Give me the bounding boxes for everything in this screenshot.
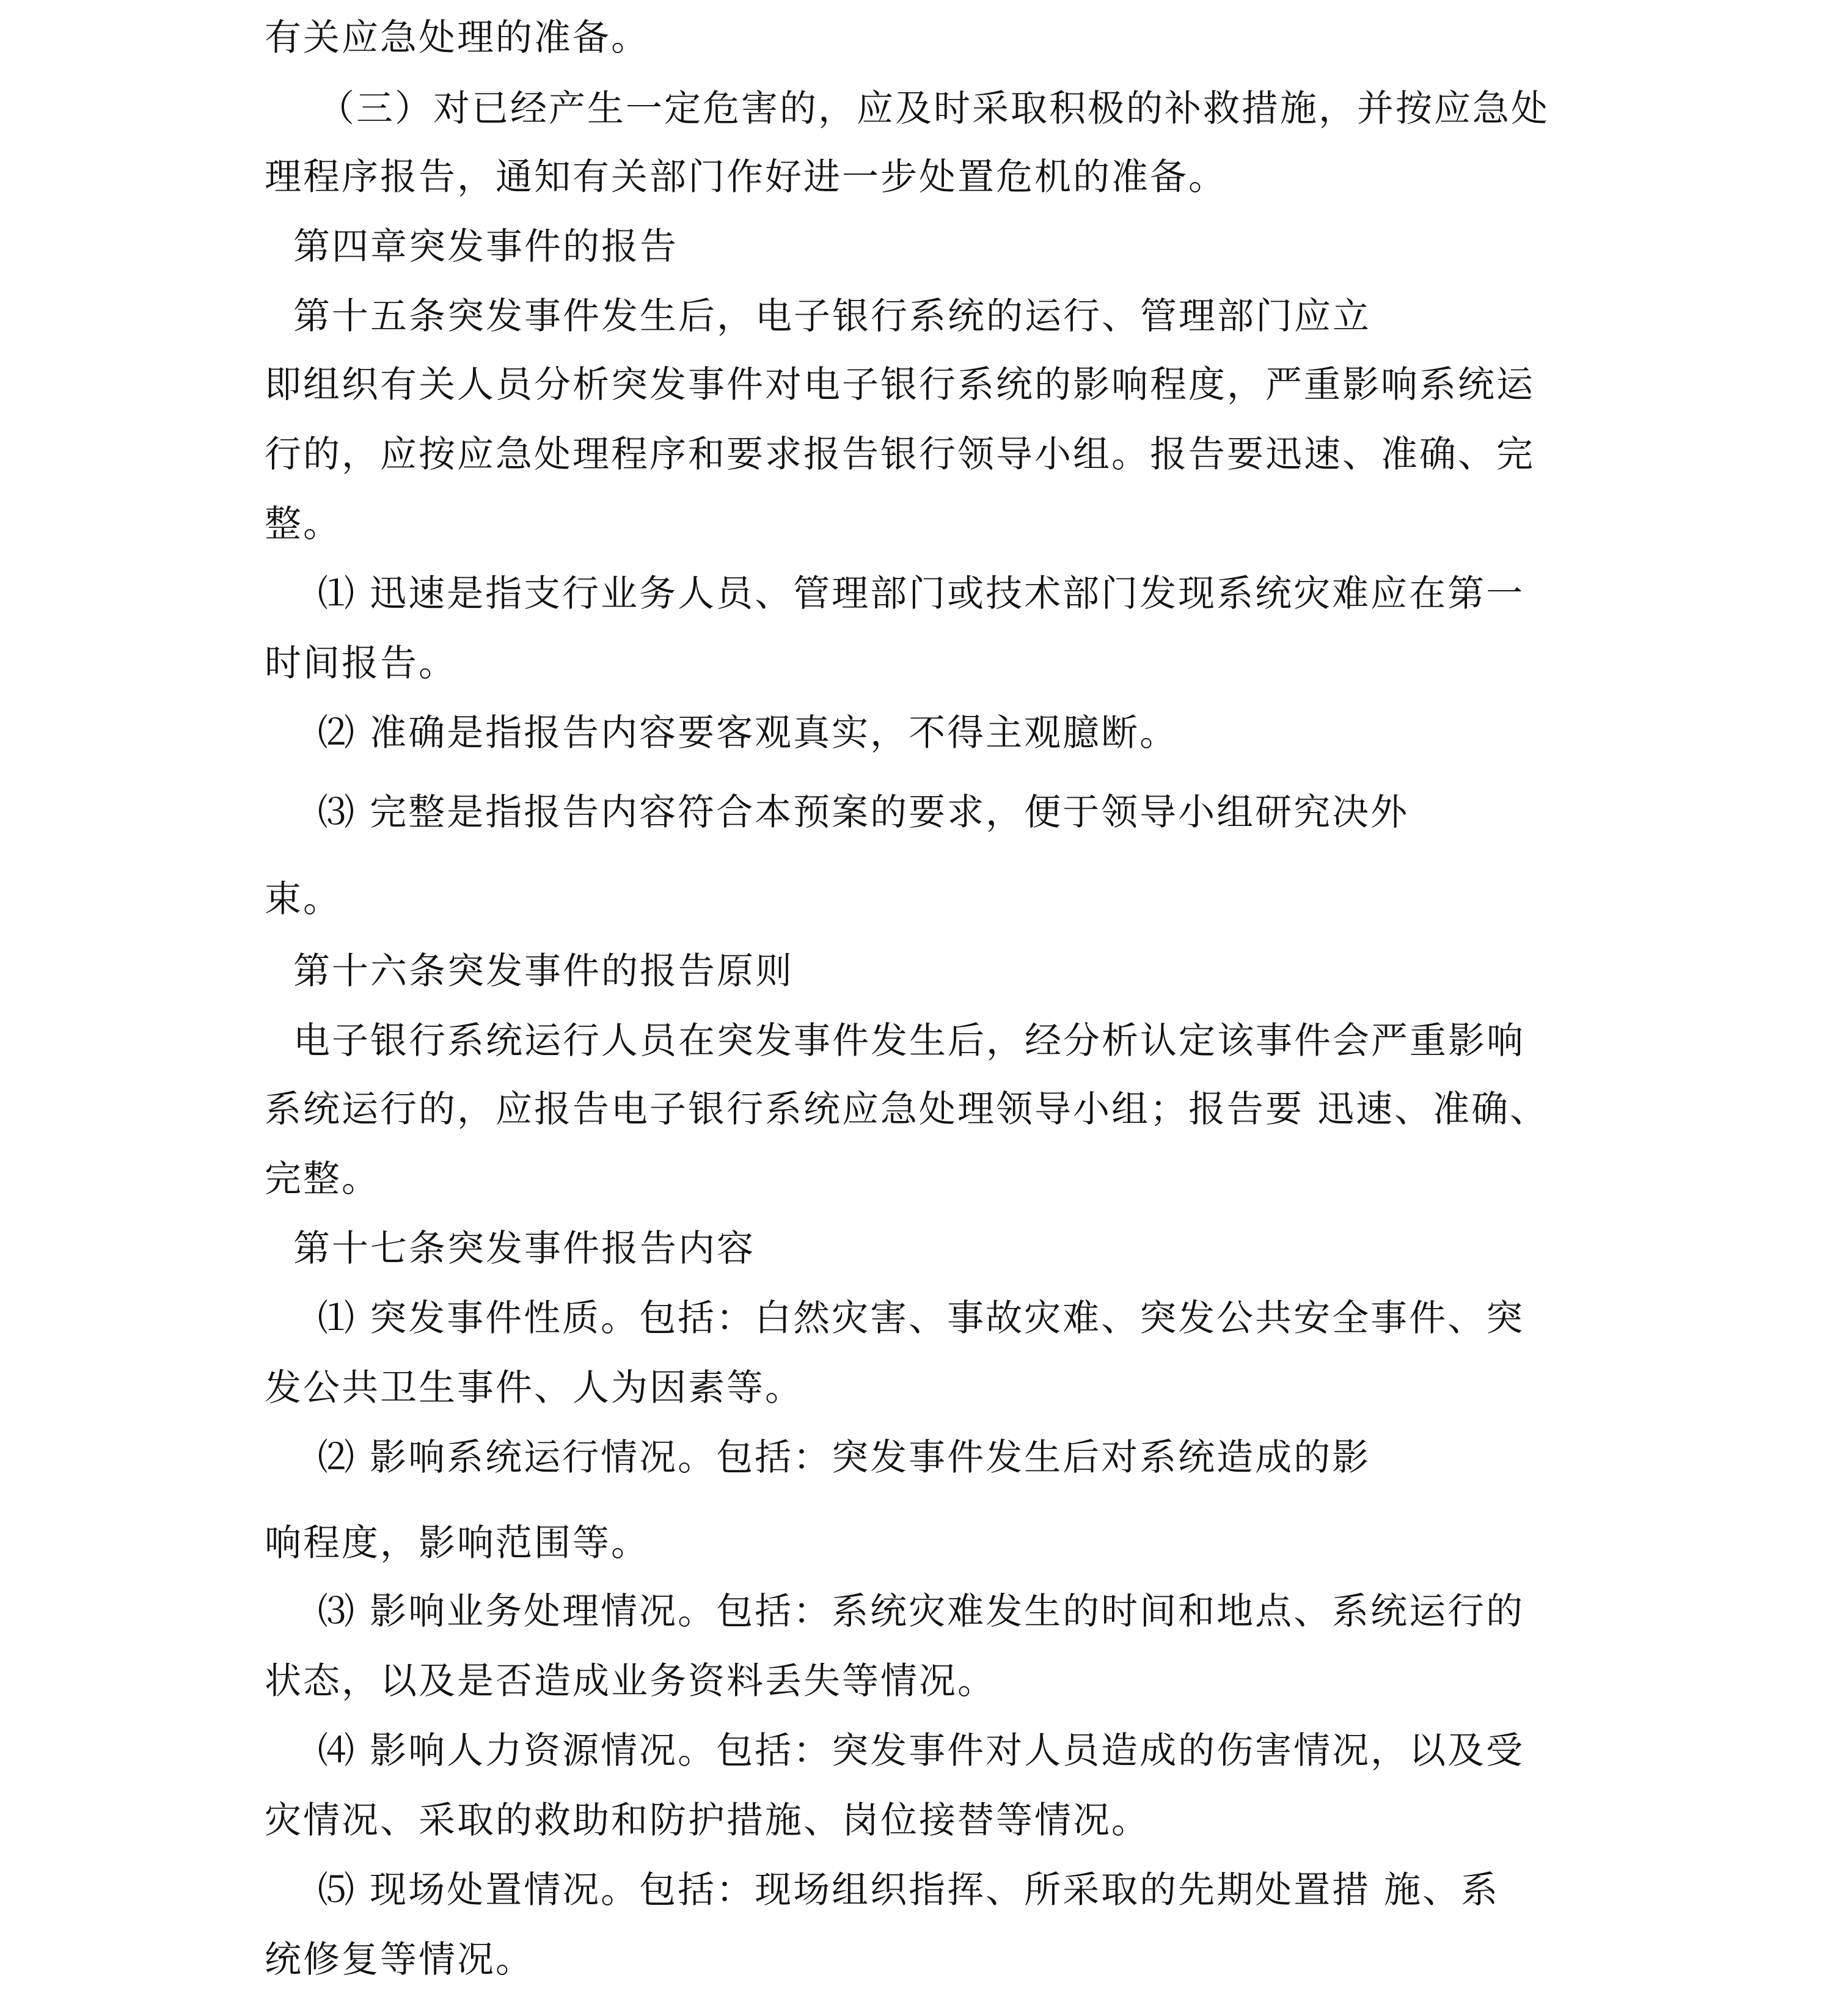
list-item: ⑵ 影响系统运行情况。包括：突发事件发生后对系统造成的影 <box>318 1436 1371 1479</box>
text-line: 响程度，影响范围等。 <box>265 1522 649 1565</box>
article-heading: 第十七条突发事件报告内容 <box>293 1227 755 1270</box>
list-item: ⑶ 完整是指报告内容符合本预案的要求，便于领导小组研究决外 <box>318 791 1410 834</box>
text-line: 束。 <box>265 878 342 921</box>
text-line: 发公共卫生事件、人为因素等。 <box>265 1367 803 1409</box>
text-line: （三）对已经产生一定危害的，应及时采取积极的补救措施，并按应急处 <box>318 87 1549 130</box>
text-line: 完整。 <box>265 1158 380 1200</box>
text-line: 有关应急处理的准备。 <box>265 16 649 59</box>
text-line: 行的，应按应急处理程序和要求报告银行领导小组。报告要迅速、准确、完 <box>265 433 1535 476</box>
list-item: ⑶ 影响业务处理情况。包括：系统灾难发生的时间和地点、系统运行的 <box>318 1590 1525 1633</box>
article-heading: 第十五条突发事件发生后，电子银行系统的运行、管理部门应立 <box>293 295 1371 338</box>
list-item: ⑵ 准确是指报告内容要客观真实，不得主观臆断。 <box>318 712 1179 754</box>
text-line: 统修复等情况。 <box>265 1938 534 1981</box>
list-item: ⑴ 迅速是指支行业务人员、管理部门或技术部门发现系统灾难应在第一 <box>318 572 1525 615</box>
article-heading: 第十六条突发事件的报告原则 <box>293 950 794 993</box>
text-line: 系统运行的，应报告电子银行系统应急处理领导小组；报告要 迅速、准确、 <box>265 1088 1549 1131</box>
list-item: ⑴ 突发事件性质。包括：白然灾害、事故灾难、突发公共安全事件、突 <box>318 1297 1525 1340</box>
text-line: 时间报告。 <box>265 642 457 685</box>
list-item: ⑷ 影响人力资源情况。包括：突发事件对人员造成的伤害情况，以及受 <box>318 1729 1525 1772</box>
chapter-heading: 第四章突发事件的报告 <box>293 225 678 268</box>
text-line: 即组织有关人员分析突发事件对电子银行系统的影响程度，严重影响系统运 <box>265 363 1535 406</box>
text-line: 理程序报告，通知有关部门作好进一步处置危机的准备。 <box>265 156 1227 199</box>
list-item: ⑸ 现场处置情况。包括：现场组织指挥、所采取的先期处置措 施、系 <box>318 1869 1500 1912</box>
text-line: 状态，以及是否造成业务资料丢失等情况。 <box>265 1660 996 1703</box>
text-line: 整。 <box>265 503 342 546</box>
text-line: 灾情况、采取的救助和防护措施、岗位接替等情况。 <box>265 1799 1150 1842</box>
text-line: 电子银行系统运行人员在突发事件发生后，经分析认定该事件会严重影响 <box>293 1020 1525 1062</box>
